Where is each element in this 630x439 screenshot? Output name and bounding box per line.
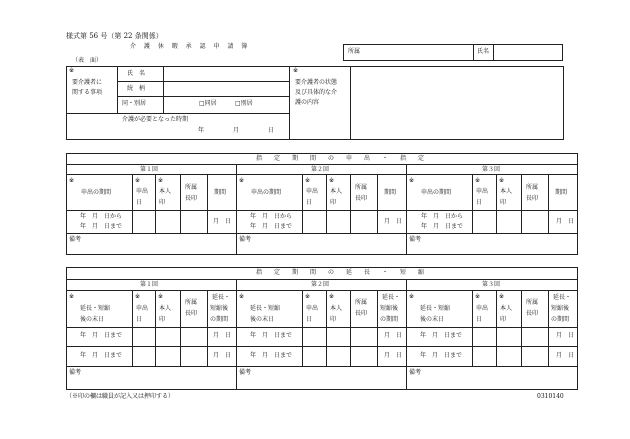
care-cohabit-label: 同・別居 xyxy=(122,100,147,107)
state-label-2: 及び具体的な介 xyxy=(295,89,338,96)
from-date-3[interactable]: 年 月 日から xyxy=(421,213,464,220)
table-rule xyxy=(66,113,289,114)
ext-until-3a[interactable]: 年 月 日まで xyxy=(420,332,463,339)
designation-col-seal-2-text: 印 xyxy=(500,199,507,206)
table-rule xyxy=(406,279,407,390)
table-rule xyxy=(66,164,578,165)
extension-col-head-1-text: 所属 xyxy=(355,299,368,306)
period-day-2[interactable]: 月 日 xyxy=(384,218,403,225)
extension-mark-text: ※ xyxy=(475,293,481,300)
designation-mark-text: ※ xyxy=(239,177,245,184)
ext-day-2b[interactable]: 月 日 xyxy=(384,352,403,359)
state-label-1: 要介護者の状態 xyxy=(295,79,338,86)
designation-mark-text: ※ xyxy=(69,177,75,184)
table-rule xyxy=(117,81,289,82)
table-rule xyxy=(66,279,578,280)
table-rule xyxy=(350,174,351,233)
ext-until-1b[interactable]: 年 月 日まで xyxy=(80,352,123,359)
table-rule xyxy=(326,174,327,233)
extension-col-end-1-text: 延長・短縮 xyxy=(420,305,451,312)
designation-col-period-text: 期間 xyxy=(214,189,227,196)
remarks-3[interactable]: 備考 xyxy=(409,236,422,243)
table-rule xyxy=(473,44,474,61)
extension-mark-text: ※ xyxy=(409,293,415,300)
designation-col-req-date-2-text: 日 xyxy=(476,199,483,206)
designation-col-period-text: 期間 xyxy=(384,189,397,196)
designation-col-req-date-1-text: 申出 xyxy=(476,188,489,195)
table-rule xyxy=(496,174,497,233)
table-rule xyxy=(350,290,351,366)
extension-col-after-2-text: 短縮後 xyxy=(551,305,570,312)
ext-until-3b[interactable]: 年 月 日まで xyxy=(420,352,463,359)
table-rule xyxy=(377,290,378,366)
extension-col-head-1-text: 所属 xyxy=(526,299,539,306)
extension-col-after-2-text: 短縮後 xyxy=(380,305,399,312)
extension-round-2: 第２回 xyxy=(311,281,330,288)
designation-col-period-request-text: 申出の期間 xyxy=(251,189,282,196)
designation-round-2: 第２回 xyxy=(311,166,330,173)
ext-day-2a[interactable]: 月 日 xyxy=(384,332,403,339)
state-mark: ※ xyxy=(293,67,299,74)
table-rule xyxy=(207,290,208,366)
table-rule xyxy=(302,174,303,233)
ext-until-2b[interactable]: 年 月 日まで xyxy=(250,352,293,359)
table-rule xyxy=(132,290,133,366)
from-date-2[interactable]: 年 月 日から xyxy=(250,213,293,220)
designation-col-req-date-1-text: 申出 xyxy=(306,188,319,195)
extension-col-req-date-1-text: 申出 xyxy=(306,305,319,312)
designation-col-seal-2-text: 印 xyxy=(330,199,337,206)
table-rule xyxy=(548,174,549,233)
extension-col-req-date-2-text: 日 xyxy=(476,316,483,323)
designation-mark-text: ※ xyxy=(305,177,311,184)
to-date-2[interactable]: 年 月 日まで xyxy=(250,223,293,230)
form-title: 介 護 休 暇 承 認 申 請 簿 xyxy=(130,43,251,50)
extension-col-seal-1-text: 本人 xyxy=(159,305,172,312)
table-rule xyxy=(548,290,549,366)
table-rule xyxy=(117,96,289,97)
table-rule xyxy=(155,290,156,366)
care-time-month: 月 xyxy=(233,127,240,134)
table-rule xyxy=(66,366,578,367)
extension-col-after-3-text: の期間 xyxy=(210,316,229,323)
table-rule xyxy=(180,174,181,233)
table-rule xyxy=(66,174,578,175)
designation-col-seal-1-text: 本人 xyxy=(500,188,513,195)
table-rule xyxy=(66,327,578,328)
affiliation-label: 所属 xyxy=(348,48,361,55)
footer-note: （※印の欄は職員が記入又は押印する） xyxy=(66,393,175,400)
designation-col-head-1-text: 所属 xyxy=(185,184,198,191)
extension-round-1: 第１回 xyxy=(140,281,159,288)
designation-col-seal-1-text: 本人 xyxy=(330,188,343,195)
designation-mark-text: ※ xyxy=(158,177,164,184)
designation-mark-text: ※ xyxy=(409,177,415,184)
extension-mark-text: ※ xyxy=(239,293,245,300)
table-rule xyxy=(350,66,351,140)
extension-col-head-1-text: 所属 xyxy=(185,299,198,306)
care-mark: ※ xyxy=(69,67,75,74)
extension-col-head-2-text: 長印 xyxy=(185,310,198,317)
table-rule xyxy=(66,233,578,234)
table-rule xyxy=(66,290,578,291)
ext-day-3b[interactable]: 月 日 xyxy=(556,352,575,359)
extension-col-seal-2-text: 印 xyxy=(159,316,166,323)
designation-col-period-request-text: 申出の期間 xyxy=(421,189,452,196)
designation-title: 指 定 期 間 の 申 出 ・ 指 定 xyxy=(256,155,428,162)
table-rule xyxy=(66,210,578,211)
extension-mark-text: ※ xyxy=(305,293,311,300)
col-period-request: 申出の期間 xyxy=(81,189,112,196)
extension-round-3: 第３回 xyxy=(482,281,501,288)
side-label: （表 面） xyxy=(72,57,103,64)
table-rule xyxy=(132,174,133,233)
extension-col-end-2-text: 後の末日 xyxy=(80,316,105,323)
extension-col-seal-1-text: 本人 xyxy=(330,305,343,312)
designation-round-3: 第３回 xyxy=(482,166,501,173)
designation-mark-text: ※ xyxy=(135,177,141,184)
table-rule xyxy=(377,174,378,233)
ext-remarks-1[interactable]: 備考 xyxy=(69,369,82,376)
to-date-3[interactable]: 年 月 日まで xyxy=(421,223,464,230)
table-rule xyxy=(406,164,407,255)
extension-mark-text: ※ xyxy=(158,293,164,300)
extension-mark-text: ※ xyxy=(329,293,335,300)
extension-col-req-date-1-text: 申出 xyxy=(136,305,149,312)
extension-col-seal-1-text: 本人 xyxy=(500,305,513,312)
ext-until-2a[interactable]: 年 月 日まで xyxy=(250,332,293,339)
designation-col-req-date-2-text: 日 xyxy=(306,199,313,206)
extension-col-head-2-text: 長印 xyxy=(355,310,368,317)
remarks-2[interactable]: 備考 xyxy=(239,236,252,243)
care-subject-label-1: 要介護者に xyxy=(72,79,103,86)
table-rule xyxy=(66,346,578,347)
designation-round-1: 第１回 xyxy=(140,166,159,173)
designation-col-head-1-text: 所属 xyxy=(355,184,368,191)
designation-mark-text: ※ xyxy=(329,177,335,184)
designation-col-seal-1-text: 本人 xyxy=(159,188,172,195)
table-rule xyxy=(472,174,473,233)
designation-col-head-2-text: 長印 xyxy=(185,195,198,202)
extension-col-req-date-2-text: 日 xyxy=(306,316,313,323)
extension-col-after-1-text: 延長・ xyxy=(212,294,231,301)
remarks-1[interactable]: 備考 xyxy=(69,236,82,243)
table-rule xyxy=(236,279,237,390)
designation-col-req-date-1-text: 申出 xyxy=(136,188,149,195)
table-rule xyxy=(496,290,497,366)
designation-col-head-1-text: 所属 xyxy=(526,184,539,191)
designation-col-seal-2-text: 印 xyxy=(159,199,166,206)
table-rule xyxy=(326,290,327,366)
state-label-3: 護の内容 xyxy=(295,99,320,106)
ext-day-1b[interactable]: 月 日 xyxy=(213,352,232,359)
extension-mark-text: ※ xyxy=(135,293,141,300)
name-label: 氏名 xyxy=(477,48,490,55)
table-rule xyxy=(163,66,164,113)
extension-col-seal-2-text: 印 xyxy=(330,316,337,323)
designation-col-head-2-text: 長印 xyxy=(526,195,539,202)
extension-col-head-2-text: 長印 xyxy=(526,310,539,317)
form-number: 様式第 56 号（第 22 条関係） xyxy=(66,32,163,40)
table-rule xyxy=(236,164,237,255)
designation-col-req-date-2-text: 日 xyxy=(136,199,143,206)
extension-col-end-2-text: 後の末日 xyxy=(250,316,275,323)
from-date-1[interactable]: 年 月 日から xyxy=(80,213,123,220)
extension-col-end-1-text: 延長・短縮 xyxy=(250,305,281,312)
table-rule xyxy=(180,290,181,366)
cohabit-checkbox[interactable]: □同居 xyxy=(199,100,217,107)
care-relation-label: 続 柄 xyxy=(127,85,146,92)
table-rule xyxy=(117,66,118,113)
extension-mark-text: ※ xyxy=(499,293,505,300)
designation-mark-text: ※ xyxy=(475,177,481,184)
table-rule xyxy=(155,174,156,233)
designation-col-head-2-text: 長印 xyxy=(355,195,368,202)
extension-title: 指 定 期 間 の 延 長 ・ 短 縮 xyxy=(256,269,428,276)
extension-col-end-2-text: 後の末日 xyxy=(420,316,445,323)
extension-col-after-3-text: の期間 xyxy=(551,316,570,323)
table-rule xyxy=(302,290,303,366)
table-rule xyxy=(207,174,208,233)
form-code: 0310140 xyxy=(537,393,564,400)
designation-col-period-text: 期間 xyxy=(555,189,568,196)
separate-checkbox[interactable]: □別居 xyxy=(235,100,253,107)
table-rule xyxy=(521,174,522,233)
extension-col-seal-2-text: 印 xyxy=(500,316,507,323)
care-name-label: 氏 名 xyxy=(127,70,146,77)
care-time-day: 日 xyxy=(268,127,275,134)
ext-until-1a[interactable]: 年 月 日まで xyxy=(80,332,123,339)
extension-col-after-1-text: 延長・ xyxy=(553,294,572,301)
table-rule xyxy=(472,290,473,366)
ext-day-1a[interactable]: 月 日 xyxy=(213,332,232,339)
period-day-3[interactable]: 月 日 xyxy=(556,218,575,225)
ext-remarks-2[interactable]: 備考 xyxy=(239,369,252,376)
care-time-label: 介護が必要となった時期 xyxy=(122,116,189,123)
ext-remarks-3[interactable]: 備考 xyxy=(409,369,422,376)
extension-col-end-1-text: 延長・短縮 xyxy=(80,305,111,312)
ext-day-3a[interactable]: 月 日 xyxy=(556,332,575,339)
affiliation-field[interactable] xyxy=(343,44,494,61)
extension-col-req-date-2-text: 日 xyxy=(136,316,143,323)
extension-col-req-date-1-text: 申出 xyxy=(476,305,489,312)
care-time-year: 年 xyxy=(198,127,205,134)
to-date-1[interactable]: 年 月 日まで xyxy=(80,223,123,230)
care-subject-label-2: 関する事項 xyxy=(72,89,103,96)
extension-col-after-3-text: の期間 xyxy=(380,316,399,323)
period-day-1[interactable]: 月 日 xyxy=(213,218,232,225)
designation-mark-text: ※ xyxy=(499,177,505,184)
extension-col-after-2-text: 短縮後 xyxy=(210,305,229,312)
table-rule xyxy=(289,66,290,140)
extension-mark-text: ※ xyxy=(69,293,75,300)
table-rule xyxy=(521,290,522,366)
extension-col-after-1-text: 延長・ xyxy=(382,294,401,301)
